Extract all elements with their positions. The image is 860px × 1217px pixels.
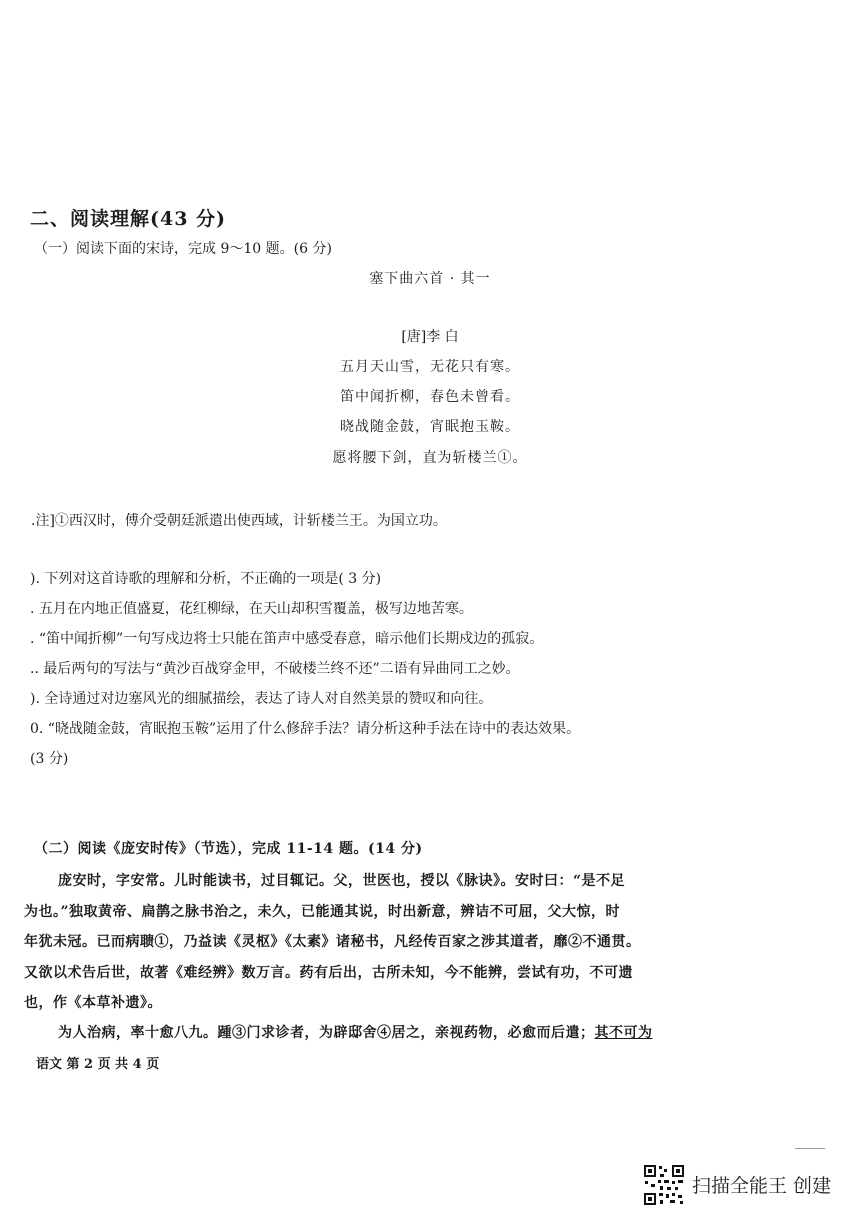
question-9-option: .. 最后两句的写法与“黄沙百战穿金甲，不破楼兰终不还”二语有异曲同工之妙。 (30, 661, 520, 677)
divider (795, 1148, 825, 1149)
poem-line: 晓战随金鼓，宵眠抱玉鞍。 (340, 419, 520, 435)
passage-line: 年犹未冠。已而病聩①，乃益读《灵枢》《太素》诸秘书，凡经传百家之涉其道者，靡②不通贯。 (24, 934, 641, 950)
question-10-score: (3 分) (30, 751, 69, 767)
part1-intro: （一）阅读下面的宋诗，完成 9～10 题。(6 分) (34, 241, 332, 257)
underlined-phrase: 其不可为 (594, 1025, 653, 1041)
poem-line: 愿将腰下剑，直为斩楼兰①。 (332, 450, 528, 466)
poem-line: 笛中闻折柳，春色未曾看。 (340, 389, 520, 405)
page-footer: 语文 第 2 页 共 4 页 (36, 1057, 160, 1072)
passage-line: 为也。”独取黄帝、扁鹊之脉书治之，未久，已能通其说，时出新意，辨诘不可屈，父大惊，时 (24, 904, 621, 920)
poem-line: 五月天山雪，无花只有寒。 (340, 359, 520, 375)
scanner-watermark: 扫描全能王 创建 (692, 1175, 832, 1197)
question-9-option: . 五月在内地正值盛夏，花红柳绿，在天山却积雪覆盖，极写边地苦寒。 (30, 601, 473, 617)
passage-line: 也，作《本草补遗》。 (24, 995, 162, 1011)
poem-note: .注]①西汉时，傅介受朝廷派遣出使西域，计斩楼兰王。为国立功。 (31, 513, 447, 529)
passage-line: 又欲以术告后世，故著《难经辨》数万言。药有后出，古所未知，今不能辨，尝试有功，不可遗 (24, 965, 633, 981)
passage-line: 庞安时，字安常。儿时能读书，过目辄记。父，世医也，授以《脉诀》。安时曰：“是不足 (58, 873, 626, 889)
section-title: 二、阅读理解(43 分) (30, 208, 227, 230)
part2-intro: （二）阅读《庞安时传》（节选），完成 11-14 题。(14 分) (34, 841, 423, 857)
poem-title: 塞下曲六首 · 其一 (369, 271, 491, 287)
question-9-stem: ). 下列对这首诗歌的理解和分析，不正确的一项是( 3 分) (30, 571, 382, 587)
qr-code-icon (642, 1163, 686, 1207)
question-9-option: ). 全诗通过对边塞风光的细腻描绘，表达了诗人对自然美景的赞叹和向往。 (30, 691, 493, 707)
passage-paragraph-2 (58, 1022, 653, 1042)
poem-author: [唐]李 白 (401, 329, 459, 345)
question-10-stem: 0. “晓战随金鼓，宵眠抱玉鞍”运用了什么修辞手法？请分析这种手法在诗中的表达效果。 (30, 721, 581, 737)
passage-paragraph-2-start: 为人治病，率十愈八九。踵③门求诊者，为辟邸舍④居之，亲视药物，必愈而后遣； (58, 1025, 595, 1041)
question-9-option: . “笛中闻折柳”一句写戍边将士只能在笛声中感受春意，暗示他们长期戍边的孤寂。 (30, 631, 544, 647)
